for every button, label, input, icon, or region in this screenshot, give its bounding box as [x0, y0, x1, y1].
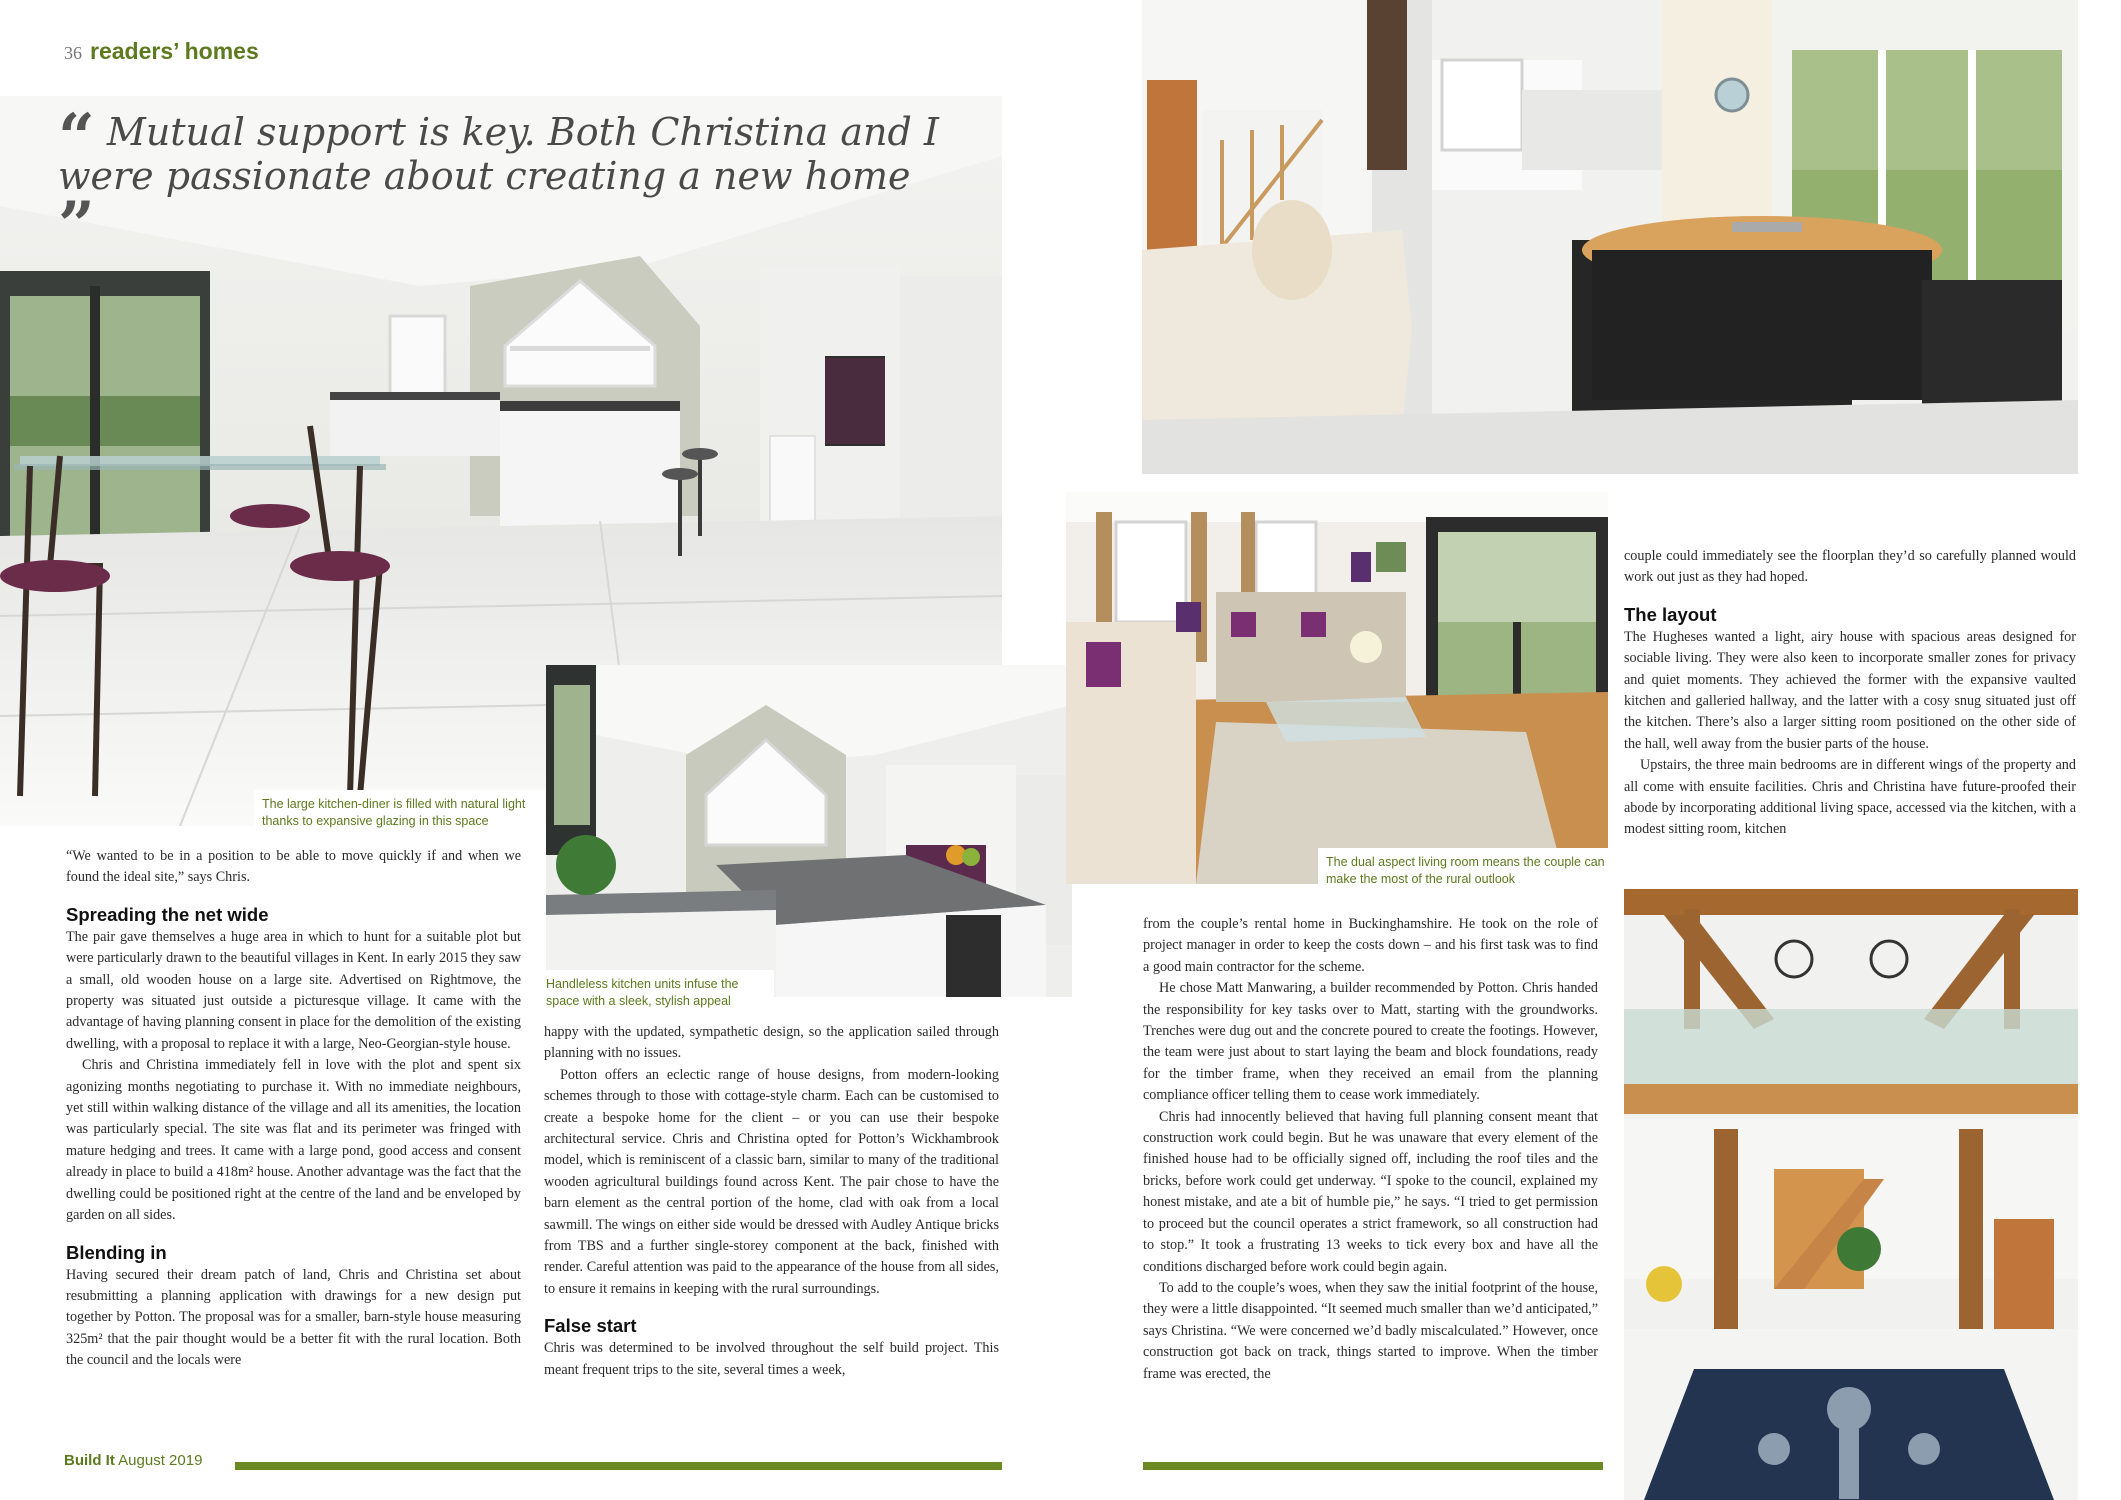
page-footer: [64, 1452, 202, 1469]
col3-paragraph-4: To add to the couple’s woes, when they saw the initial footprint of the house, they were a little disappointed. “It seemed much smaller than we’d anticipated,” says Christina. “We were concerned we’d badly miscalculated.” However, once construction got back on track, things started to improve. When the timber frame was erected, the: [1143, 1279, 1599, 1382]
section-title: readers’ homes: [90, 38, 259, 64]
photo-snug-dining: [1142, 0, 2078, 474]
footer-rule-left: [235, 1462, 1002, 1470]
column-4: [1624, 546, 2076, 841]
photo-handleless-kitchen: [546, 665, 1072, 997]
col2-paragraph-2: Potton offers an eclectic range of house designs, from modern-looking schemes through to those with cottage-style charm. Each can be customised to create a bespoke home for the client – or you can use their bespoke architectural service. Chris and Christina opted for Potton’s Wickhambrook model, which is reminiscent of a classic barn, similar to many of the traditional wooden agricultural buildings found across Kent. The pair chose to have the barn element as the central portion of the home, clad with oak from a local sawmill. The wings on either side would be dressed with Audley Antique bricks from TBS and a further single-storey component at the back, finished with render. Careful attention was paid to the appearance of the house from all sides, to ensure it remains in keeping with the rural surroundings.: [544, 1066, 999, 1297]
col1-paragraph-3: Having secured their dream patch of land, Chris and Christina set about resubmitting a planning application with drawings for a new design put together by Potton. The proposal was for a smaller, barn-style house measuring 325m² that the pair thought would be a better fit with the rural location. Both the council and the locals were: [66, 1266, 521, 1369]
col3-paragraph-1: from the couple’s rental home in Buckinghamshire. He took on the role of project manager in order to keep the costs down – and his first task was to find a good main contractor for the scheme.: [1143, 916, 1598, 975]
footer-brand: Build It: [64, 1452, 115, 1469]
col4-paragraph-2: The Hugheses wanted a light, airy house with spacious areas designed for sociable living. They were also keen to incorporate smaller zones for privacy and quiet moments. They achieved the former with the expansive vaulted kitchen and galleried hallway, and the latter with a cosy snug situated just off the kitchen. There’s also a larger sitting room positioned on the other side of the hall, well away from the busier parts of the house.: [1624, 628, 2076, 752]
column-3: [1143, 914, 1598, 1385]
col1-intro: “We wanted to be in a position to be able to move quickly if and when we found the ideal site,” says Chris.: [66, 848, 521, 886]
caption-handleless-kitchen: Handleless kitchen units infuse the space with a sleek, stylish appeal: [538, 970, 774, 1016]
col4-paragraph-1: couple could immediately see the floorplan they’d so carefully planned would work out just as they had hoped.: [1624, 548, 2076, 586]
photo-living-room: [1066, 492, 1608, 884]
col2-paragraph-1: happy with the updated, sympathetic design, so the application sailed through planning with no issues.: [544, 1024, 999, 1062]
column-2: [544, 1022, 999, 1381]
pull-quote: [58, 100, 958, 263]
col3-paragraph-2: He chose Matt Manwaring, a builder recommended by Potton. Chris handed the responsibility for key tasks over to Matt, starting with the groundworks. Trenches were dug out and the concrete poured to create the footings. However, the team were just about to start laying the beam and block foundations, ready for the timber frame, when they received an email from the planning compliance officer telling them to cease work immediately.: [1143, 980, 1598, 1104]
caption-kitchen-diner: The large kitchen-diner is filled with natural light thanks to expansive glazing in this space: [254, 790, 545, 836]
col1-paragraph-2: Chris and Christina immediately fell in love with the plot and spent six agonizing months negotiating to purchase it. With no immediate neighbours, yet still within walking distance of the village and all its amenities, the location was particularly special. The site was flat and its perimeter was fringed with mature hedging and trees. It came with a large pond, good access and consent already in place to build a 418m² house. Another advantage was the fact that the dwelling could be positioned right at the centre of the land and be enveloped by garden on all sides.: [66, 1057, 521, 1224]
quote-open-mark: “: [58, 100, 95, 175]
photo-galleried-hallway: [1624, 889, 2078, 1500]
footer-issue: August 2019: [118, 1452, 203, 1469]
column-1: [66, 846, 521, 1372]
col4-paragraph-3: Upstairs, the three main bedrooms are in different wings of the property and all come with ensuite facilities. Chris and Christina have future-proofed their abode by incorporating additional living space, accessed via the kitchen, with a modest sitting room, kitchen: [1624, 757, 2076, 838]
page-header: [64, 38, 259, 65]
heading-spreading-the-net: Spreading the net wide: [66, 903, 269, 925]
col2-paragraph-3: Chris was determined to be involved throughout the self build project. This meant frequent trips to the site, several times a week,: [544, 1340, 999, 1378]
pull-quote-text: Mutual support is key. Both Christina and I were passionate about creating a new home: [58, 110, 939, 198]
heading-blending-in: Blending in: [66, 1241, 167, 1263]
col3-paragraph-3: Chris had innocently believed that having full planning consent meant that construction work could begin. But he was unaware that every element of the finished house had to be officially signed off, including the roof tiles and the bricks, before work could get underway. “I spoke to the council, explained my honest mistake, and ate a bit of humble pie,” he says. “I tried to get permission to proceed but the council operates a strict framework, so all construction had to stop.” It took a frustrating 13 weeks to tick every box and have all the conditions discharged before work could begin again.: [1143, 1108, 1598, 1275]
caption-living-room: The dual aspect living room means the couple can make the most of the rural outlook: [1318, 848, 1614, 894]
col1-paragraph-1: The pair gave themselves a huge area in which to hunt for a suitable plot but were particularly drawn to the beautiful villages in Kent. In early 2015 they saw a small, old wooden house on a large site. Advertised on Rightmove, the property was situated just outside a picturesque village. It came with the advantage of having planning consent in place for the demolition of the existing dwelling, with a proposal to replace it with a large, Neo-Georgian-style house.: [66, 928, 521, 1052]
heading-the-layout: The layout: [1624, 603, 1717, 625]
footer-rule-right: [1143, 1462, 1603, 1470]
page-number: 36: [64, 43, 82, 63]
heading-false-start: False start: [544, 1315, 637, 1337]
quote-close-mark: ”: [58, 188, 95, 263]
